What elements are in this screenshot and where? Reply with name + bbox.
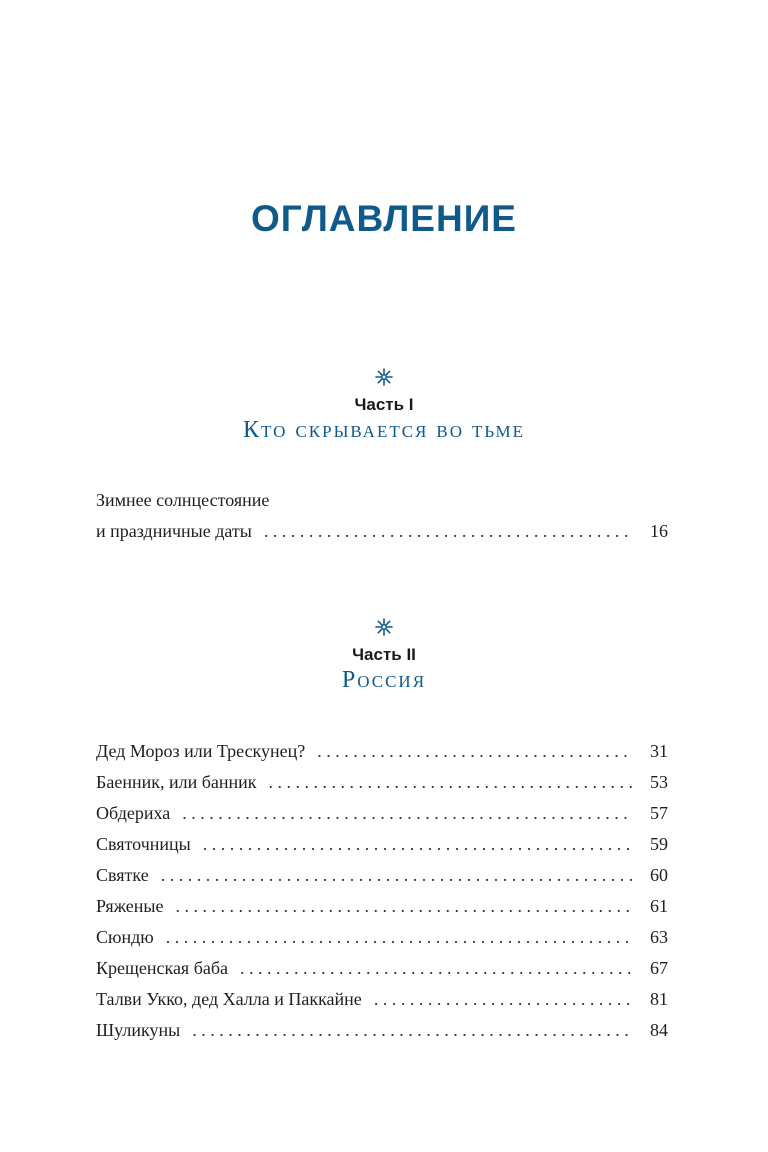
dot-leader bbox=[317, 741, 632, 762]
page-number: 61 bbox=[650, 896, 668, 916]
page-title: ОГЛАВЛЕНИЕ bbox=[251, 198, 517, 239]
entry-title: Баенник, или банник bbox=[96, 772, 257, 792]
entry-title: Зимнее солнцестояние bbox=[96, 490, 270, 510]
entry-title: Святочницы bbox=[96, 834, 191, 854]
toc-entry[interactable] bbox=[96, 958, 668, 989]
entry-title: Святке bbox=[96, 865, 149, 885]
toc-entry[interactable] bbox=[96, 490, 668, 521]
dot-leader bbox=[192, 1020, 632, 1041]
toc-entry[interactable] bbox=[96, 772, 668, 803]
part-title: Кто скрывается во тьме bbox=[243, 417, 525, 443]
dot-leader bbox=[203, 834, 632, 855]
part-label: Часть I bbox=[354, 395, 414, 414]
toc-entry[interactable] bbox=[96, 896, 668, 927]
toc-entry[interactable] bbox=[96, 741, 668, 772]
part-2-header bbox=[0, 617, 768, 694]
entry-title: Крещенская баба bbox=[96, 958, 229, 978]
page-number: 53 bbox=[650, 772, 668, 792]
page-number: 31 bbox=[650, 741, 668, 761]
page-number: 81 bbox=[650, 989, 668, 1009]
entry-title: и праздничные даты bbox=[96, 521, 252, 541]
part-2-entries bbox=[96, 741, 668, 1051]
page-number: 57 bbox=[650, 803, 668, 823]
dot-leader bbox=[264, 521, 632, 542]
entry-title: Обдериха bbox=[96, 803, 171, 823]
page-number: 16 bbox=[650, 521, 668, 541]
dot-leader bbox=[161, 865, 632, 886]
entry-title: Ряженые bbox=[96, 896, 164, 916]
dot-leader bbox=[269, 772, 633, 793]
toc-entry[interactable] bbox=[96, 834, 668, 865]
part-1-entries bbox=[96, 490, 668, 552]
page-number: 63 bbox=[650, 927, 668, 947]
page-number: 59 bbox=[650, 834, 668, 854]
dot-leader bbox=[166, 927, 632, 948]
dot-leader bbox=[176, 896, 632, 917]
entry-title: Сюндю bbox=[96, 927, 154, 947]
toc-entry[interactable] bbox=[96, 989, 668, 1020]
page-number: 84 bbox=[650, 1020, 668, 1040]
entry-title: Талви Укко, дед Халла и Паккайне bbox=[96, 989, 362, 1009]
part-label: Часть II bbox=[352, 645, 416, 664]
part-1-header bbox=[0, 367, 768, 444]
page-number: 60 bbox=[650, 865, 668, 885]
snowflake-icon bbox=[374, 617, 394, 637]
snowflake-icon bbox=[374, 367, 394, 387]
dot-leader bbox=[240, 958, 632, 979]
toc-entry[interactable] bbox=[96, 521, 668, 552]
toc-entry[interactable] bbox=[96, 803, 668, 834]
toc-entry[interactable] bbox=[96, 927, 668, 958]
toc-entry[interactable] bbox=[96, 1020, 668, 1051]
entry-title: Дед Мороз или Трескунец? bbox=[96, 741, 306, 761]
page-number: 67 bbox=[650, 958, 668, 978]
toc-entry[interactable] bbox=[96, 865, 668, 896]
dot-leader bbox=[374, 989, 632, 1010]
dot-leader bbox=[182, 803, 632, 824]
entry-title: Шуликуны bbox=[96, 1020, 181, 1040]
part-title: Россия bbox=[341, 667, 427, 693]
